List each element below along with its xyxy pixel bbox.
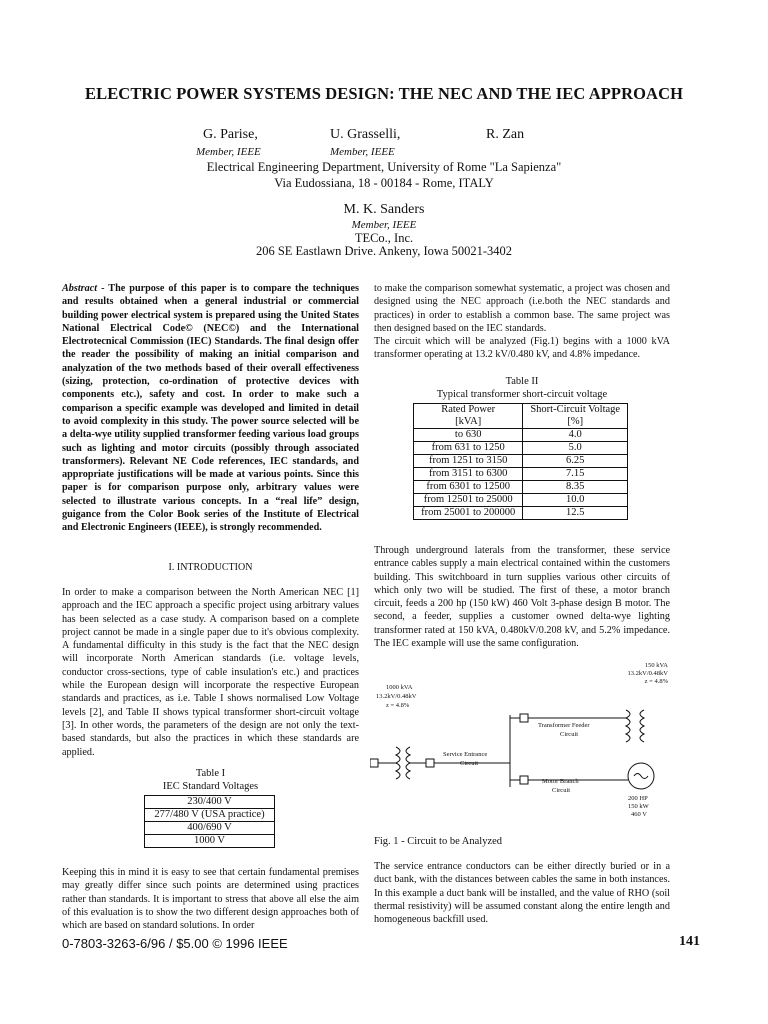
table-cell: 277/480 V (USA practice) [145,809,275,822]
author-3-name: R. Zan [486,127,525,142]
table-cell: 7.15 [523,468,628,481]
table-row [414,429,628,442]
table-row [414,455,628,468]
transformer1-primary-coil [396,747,400,779]
table-row [145,809,275,822]
circuit-diagram [370,655,670,825]
transformer2-primary-coil [626,710,630,742]
left-bottom-text: Keeping this in mind it is easy to see that certain fundamental premises may greatly differ since such points are determined using practices rather than standards. It is important to stress that above all else the aim of this evaluation is to show the two different design approaches both of which are based on standard solutions. In order [62,867,359,932]
table-row [414,507,628,520]
table-cell: from 631 to 1250 [414,442,523,455]
abstract-label: Abstract [62,283,98,294]
table-row [414,442,628,455]
table-cell: 12.5 [523,507,628,520]
main-breaker-icon [426,759,434,767]
section-heading-introduction: I. INTRODUCTION [168,562,253,573]
right-top-text1: to make the comparison somewhat systematic, a project was chosen and designed using the NEC approach (i.e.both the NEC standards and practices) in order to establish a common base. The same project was then designed based on the IEC standards. [374,283,670,334]
motor-branch-label-2: Circuit [552,787,571,794]
author-4-role: Member, IEEE [351,219,417,231]
table2-caption: Typical transformer short-circuit voltage [436,389,608,400]
table-cell: from 1251 to 3150 [414,455,523,468]
author-4-address: 206 SE Eastlawn Drive. Ankeny, Iowa 50021-3402 [255,244,513,258]
intro-text: In order to make a comparison between the North American NEC [1] approach and the IEC approach a specific project using arbitrary values has been selected as a case study. A comparison based on a complete project cannot be made in a single paper due to it's obvious complexity. A fundamental difficulty in this study is the fact that the NEC design will incorporate North American standards (i.e. voltage levels, conductor cross-sections, type of cable insulation's etc.) and practices while the European design will incorporate the respective European standards and practices, as i.e. Table I shows normalised Low Voltage levels [2], and Table II shows typical transformer short-circuit voltage [3]. In other words, the parameters of the design are not only the text-based standards, but also the practices in which these standards are applied. [62,587,359,758]
table-cell: 230/400 V [145,796,275,809]
feeder-label-2: Circuit [560,731,579,738]
author-1-name: G. Parise, [203,127,258,142]
table-header-row [414,404,628,429]
t2-voltage: 13.2kV/0.48kV [627,670,668,677]
table-cell: from 12501 to 25000 [414,494,523,507]
abstract [62,282,359,535]
motor-hp: 200 HP [628,795,648,802]
right-top-text2: The circuit which will be analyzed (Fig.1) begins with a 1000 kVA transformer operating at 13.2 kV/0.480 kV, and 4.8% impedance. [374,336,670,361]
service-entrance-label: Service Entrance [443,751,488,758]
table1-caption: IEC Standard Voltages [162,781,259,792]
table1 [144,795,275,848]
motor-tilde-icon [634,774,648,779]
intro-paragraph [62,586,359,759]
header-text: Short-Circuit Voltage [530,404,621,415]
right-mid-paragraph [374,544,670,650]
table2-label: Table II [505,376,539,387]
table1-label: Table I [195,768,226,779]
affiliation-line1: Electrical Engineering Department, University of Rome "La Sapienza" [206,160,562,174]
t1-voltage: 13.2kV/0.48kV [376,693,417,700]
right-bottom-paragraph [374,860,670,926]
copyright-footer: 0-7803-3263-6/96 / $5.00 © 1996 IEEE [62,936,288,951]
table-cell: from 25001 to 200000 [414,507,523,520]
t1-impedance: z = 4.8% [386,702,410,709]
paper-title: ELECTRIC POWER SYSTEMS DESIGN: THE NEC AND THE IEC APPROACH [84,84,684,103]
author-1-role: Member, IEEE [196,146,261,158]
feeder-label: Transformer Feeder [538,722,590,729]
table-cell: 6.25 [523,455,628,468]
motor-branch-label: Motor Branch [542,778,579,785]
table-cell: 5.0 [523,442,628,455]
table-cell: to 630 [414,429,523,442]
table-row [414,468,628,481]
header-unit: [kVA] [455,416,482,427]
table-cell: 400/690 V [145,822,275,835]
table-cell: 8.35 [523,481,628,494]
figure-caption: Fig. 1 - Circuit to be Analyzed [374,836,503,847]
author-2-role: Member, IEEE [330,146,395,158]
table-row [414,494,628,507]
t1-rating: 1000 kVA [386,684,413,691]
feeder-breaker-icon [520,714,528,722]
t2-rating: 150 kVA [644,662,668,669]
table-cell: 4.0 [523,429,628,442]
table-row [145,796,275,809]
table-cell: from 6301 to 12500 [414,481,523,494]
table-cell: from 3151 to 6300 [414,468,523,481]
author-4-org: TECo., Inc. [354,231,414,245]
motor-voltage: 460 V [631,811,647,818]
abstract-text: - The purpose of this paper is to compare the techniques and results obtained when a general industrial or commercial building power electrical system is prepared using the United States National Electrical Code© (NEC©) and the International Electrotecnical Commission (IEC) Standards. The final design offer the reader the possibility of making an initial comparison and analyzation of the two methods based of their overall effectiveness (sizing, protection, co-ordination of protective devices with components etc.), safety and cost. In order to make such a comparison a specific example was developed and limited in detail to avoid complexity in this study. The power source selected will be a delta-wye utility supplied transformer feeding various load groups such as lighting and motor circuits (possibly through associated transformers). Relevant NE Code references, IEC standards, and appropriate justifications will be made at various points. Since this paper is for comparison purpose only, arbitrary values were selected to illustrate various concepts. In a “real life” design, guigance from the Color Book series of the Institute of Electrical and Electronic Engineers (IEEE), is strongly recommended. [62,283,359,534]
table-header-cell [414,404,523,429]
left-bottom-paragraph [62,866,359,932]
header-text: Rated Power [441,404,496,415]
right-mid-text: Through underground laterals from the transformer, these service entrance cables supply a main electrical contained within the customers building. This switchboard in turn supplies various other circuits of which only two will be studied. The first of these, a motor branch circuit, feeds a 200 hp (150 kW) 460 Volt 3-phase design B motor. The second, a feeder, supplies a customer owned delta-wye lighting transformer rated at 150 kVA, 0.480kV/0.208 kV, and 5.2% impedance. The IEC example will use the same configuration. [374,545,670,650]
source-terminal-icon [370,759,378,767]
right-top-paragraph [374,282,670,362]
header-unit: [%] [567,416,584,427]
right-bottom-text: The service entrance conductors can be either directly buried or in a duct bank, with the distances between cables the same in both instances. In this example a duct bank will be installed, and the value of RHO (soil thermal resistivity) will be assumed constant along the entire length and homogeneous backfill used. [374,861,670,926]
transformer1-secondary-coil [406,747,410,779]
table-row [145,835,275,848]
motor-kw: 150 kW [628,803,649,810]
t2-impedance: z = 4.8% [644,678,668,685]
table-header-cell [523,404,628,429]
affiliation-line2: Via Eudossiana, 18 - 00184 - Rome, ITALY [274,176,494,190]
author-2-name: U. Grasselli, [330,127,401,142]
transformer2-secondary-coil [640,710,644,742]
table-row [414,481,628,494]
table2 [413,403,628,520]
author-4-name: M. K. Sanders [343,202,425,217]
motor-breaker-icon [520,776,528,784]
table-row [145,822,275,835]
table-cell: 10.0 [523,494,628,507]
service-entrance-label-2: Circuit [460,760,479,767]
page-number: 141 [679,934,700,949]
table-cell: 1000 V [145,835,275,848]
